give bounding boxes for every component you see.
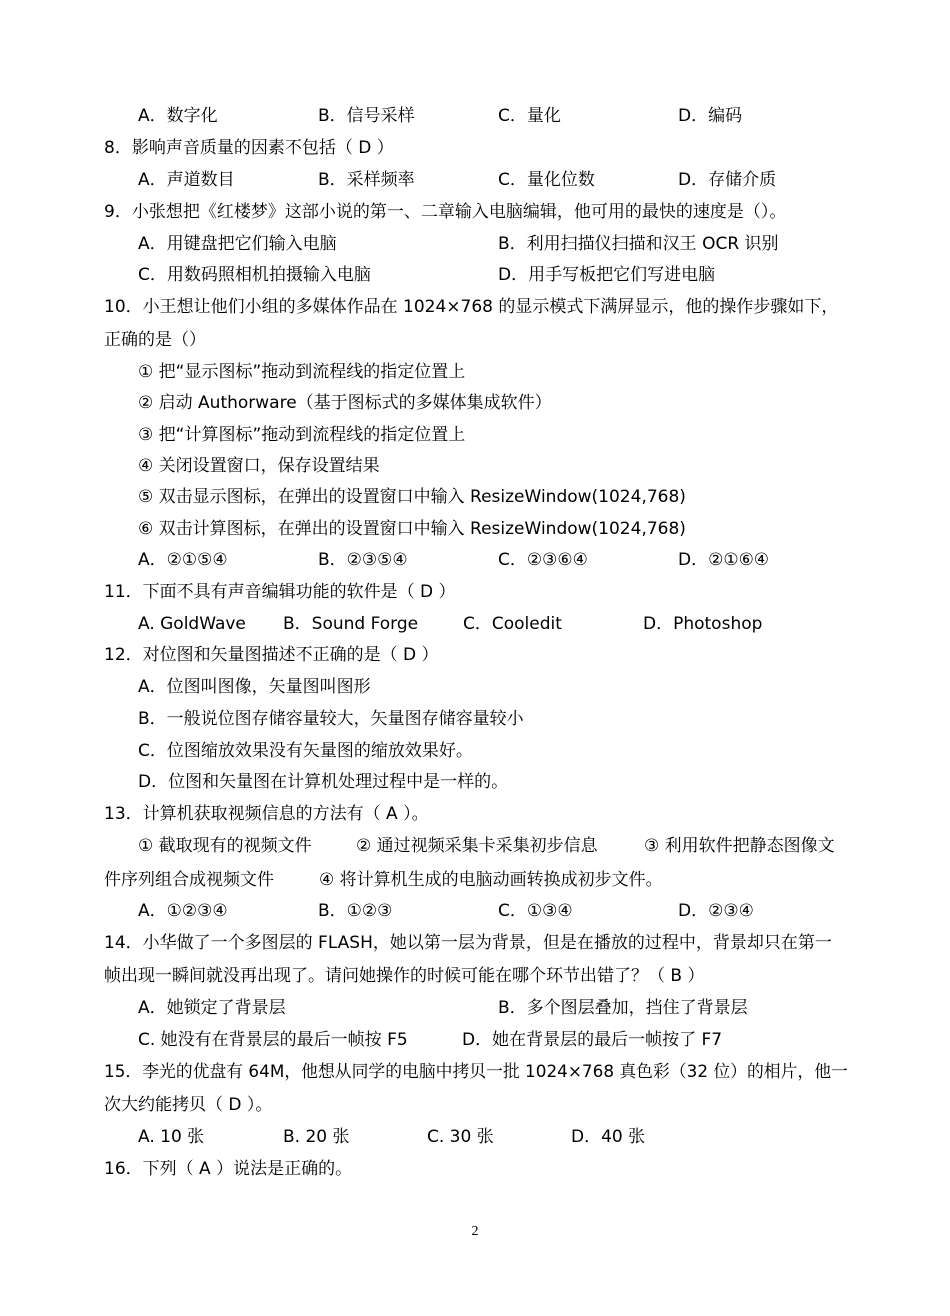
page-number: 2 — [471, 1224, 479, 1239]
q10-step-2: ② 启动 Authorware（基于图标式的多媒体集成软件） — [138, 393, 552, 413]
q13-method-3-cont: 件序列组合成视频文件 — [104, 870, 274, 890]
q10-step-6: ⑥ 双击计算图标，在弹出的设置窗口中输入 ResizeWindow(1024,768) — [138, 519, 686, 539]
q8-option-a: A．声道数目 — [138, 170, 235, 190]
q10-step-1: ① 把“显示图标”拖动到流程线的指定位置上 — [138, 362, 466, 382]
q10-option-c: C．②③⑥④ — [498, 550, 588, 570]
q13-method-2: ② 通过视频采集卡采集初步信息 — [356, 836, 598, 856]
q14-option-b: B．多个图层叠加，挡住了背景层 — [498, 998, 748, 1018]
q9-option-c: C．用数码照相机拍摄输入电脑 — [138, 265, 371, 285]
q10-option-a: A．②①⑤④ — [138, 550, 228, 570]
q15-stem-line2: 次大约能拷贝（ D ）。 — [104, 1095, 273, 1115]
q8-stem: 8．影响声音质量的因素不包括（ D ） — [104, 138, 394, 158]
q7-option-b: B．信号采样 — [318, 106, 415, 126]
q13-option-a: A．①②③④ — [138, 901, 228, 921]
q10-option-b: B．②③⑤④ — [318, 550, 408, 570]
q9-stem: 9．小张想把《红楼梦》这部小说的第一、二章输入电脑编辑，他可用的最快的速度是（）。 — [104, 202, 787, 222]
q15-option-a: A. 10 张 — [138, 1127, 205, 1147]
q13-method-1: ① 截取现有的视频文件 — [138, 836, 312, 856]
q15-option-b: B. 20 张 — [283, 1127, 350, 1147]
q13-method-3: ③ 利用软件把静态图像文 — [644, 836, 835, 856]
q12-option-b: B．一般说位图存储容量较大，矢量图存储容量较小 — [138, 709, 524, 729]
q15-stem-line1: 15．李光的优盘有 64M，他想从同学的电脑中拷贝一批 1024×768 真色彩（32 位）的相片，他一 — [104, 1062, 848, 1082]
q14-stem-line2: 帧出现一瞬间就没再出现了。请问她操作的时候可能在哪个环节出错了？（ B ） — [104, 966, 705, 986]
q9-option-d: D．用手写板把它们写进电脑 — [498, 265, 716, 285]
q10-option-d: D．②①⑥④ — [678, 550, 770, 570]
q11-stem: 11．下面不具有声音编辑功能的软件是（ D ） — [104, 582, 456, 602]
q12-stem: 12．对位图和矢量图描述不正确的是（ D ） — [104, 645, 439, 665]
q10-stem-line2: 正确的是（） — [104, 330, 206, 350]
q13-option-b: B．①②③ — [318, 901, 393, 921]
q11-option-b: B．Sound Forge — [283, 614, 419, 634]
q11-option-c: C．Cooledit — [463, 614, 562, 634]
q14-option-d: D．她在背景层的最后一帧按了 F7 — [462, 1030, 723, 1050]
q13-option-c: C．①③④ — [498, 901, 573, 921]
q14-option-c: C. 她没有在背景层的最后一帧按 F5 — [138, 1030, 408, 1050]
q12-option-d: D．位图和矢量图在计算机处理过程中是一样的。 — [138, 772, 509, 792]
q11-option-d: D．Photoshop — [643, 614, 763, 634]
q8-option-b: B．采样频率 — [318, 170, 415, 190]
q9-option-a: A．用键盘把它们输入电脑 — [138, 234, 337, 254]
q12-option-a: A．位图叫图像，矢量图叫图形 — [138, 677, 371, 697]
q14-option-a: A．她锁定了背景层 — [138, 998, 286, 1018]
q10-stem-line1: 10．小王想让他们小组的多媒体作品在 1024×768 的显示模式下满屏显示，他的操作步骤如下， — [104, 297, 839, 317]
q16-stem: 16．下列（ A ）说法是正确的。 — [104, 1159, 353, 1179]
q8-option-d: D．存储介质 — [678, 170, 777, 190]
q7-option-d: D．编码 — [678, 106, 743, 126]
q10-step-3: ③ 把“计算图标”拖动到流程线的指定位置上 — [138, 425, 466, 445]
q13-stem: 13．计算机获取视频信息的方法有（ A ）。 — [104, 804, 429, 824]
q7-option-c: C．量化 — [498, 106, 561, 126]
q15-option-c: C. 30 张 — [427, 1127, 494, 1147]
q12-option-c: C．位图缩放效果没有矢量图的缩放效果好。 — [138, 741, 473, 761]
q11-option-a: A. GoldWave — [138, 614, 246, 634]
q14-stem-line1: 14．小华做了一个多图层的 FLASH，她以第一层为背景，但是在播放的过程中，背景却只在第一 — [104, 933, 832, 953]
q9-option-b: B．利用扫描仪扫描和汉王 OCR 识别 — [498, 234, 779, 254]
q7-option-a: A．数字化 — [138, 106, 218, 126]
q13-method-4: ④ 将计算机生成的电脑动画转换成初步文件。 — [319, 870, 663, 890]
q10-step-5: ⑤ 双击显示图标，在弹出的设置窗口中输入 ResizeWindow(1024,768) — [138, 487, 686, 507]
q13-option-d: D．②③④ — [678, 901, 754, 921]
q8-option-c: C．量化位数 — [498, 170, 595, 190]
q15-option-d: D．40 张 — [571, 1127, 646, 1147]
q10-step-4: ④ 关闭设置窗口，保存设置结果 — [138, 456, 380, 476]
